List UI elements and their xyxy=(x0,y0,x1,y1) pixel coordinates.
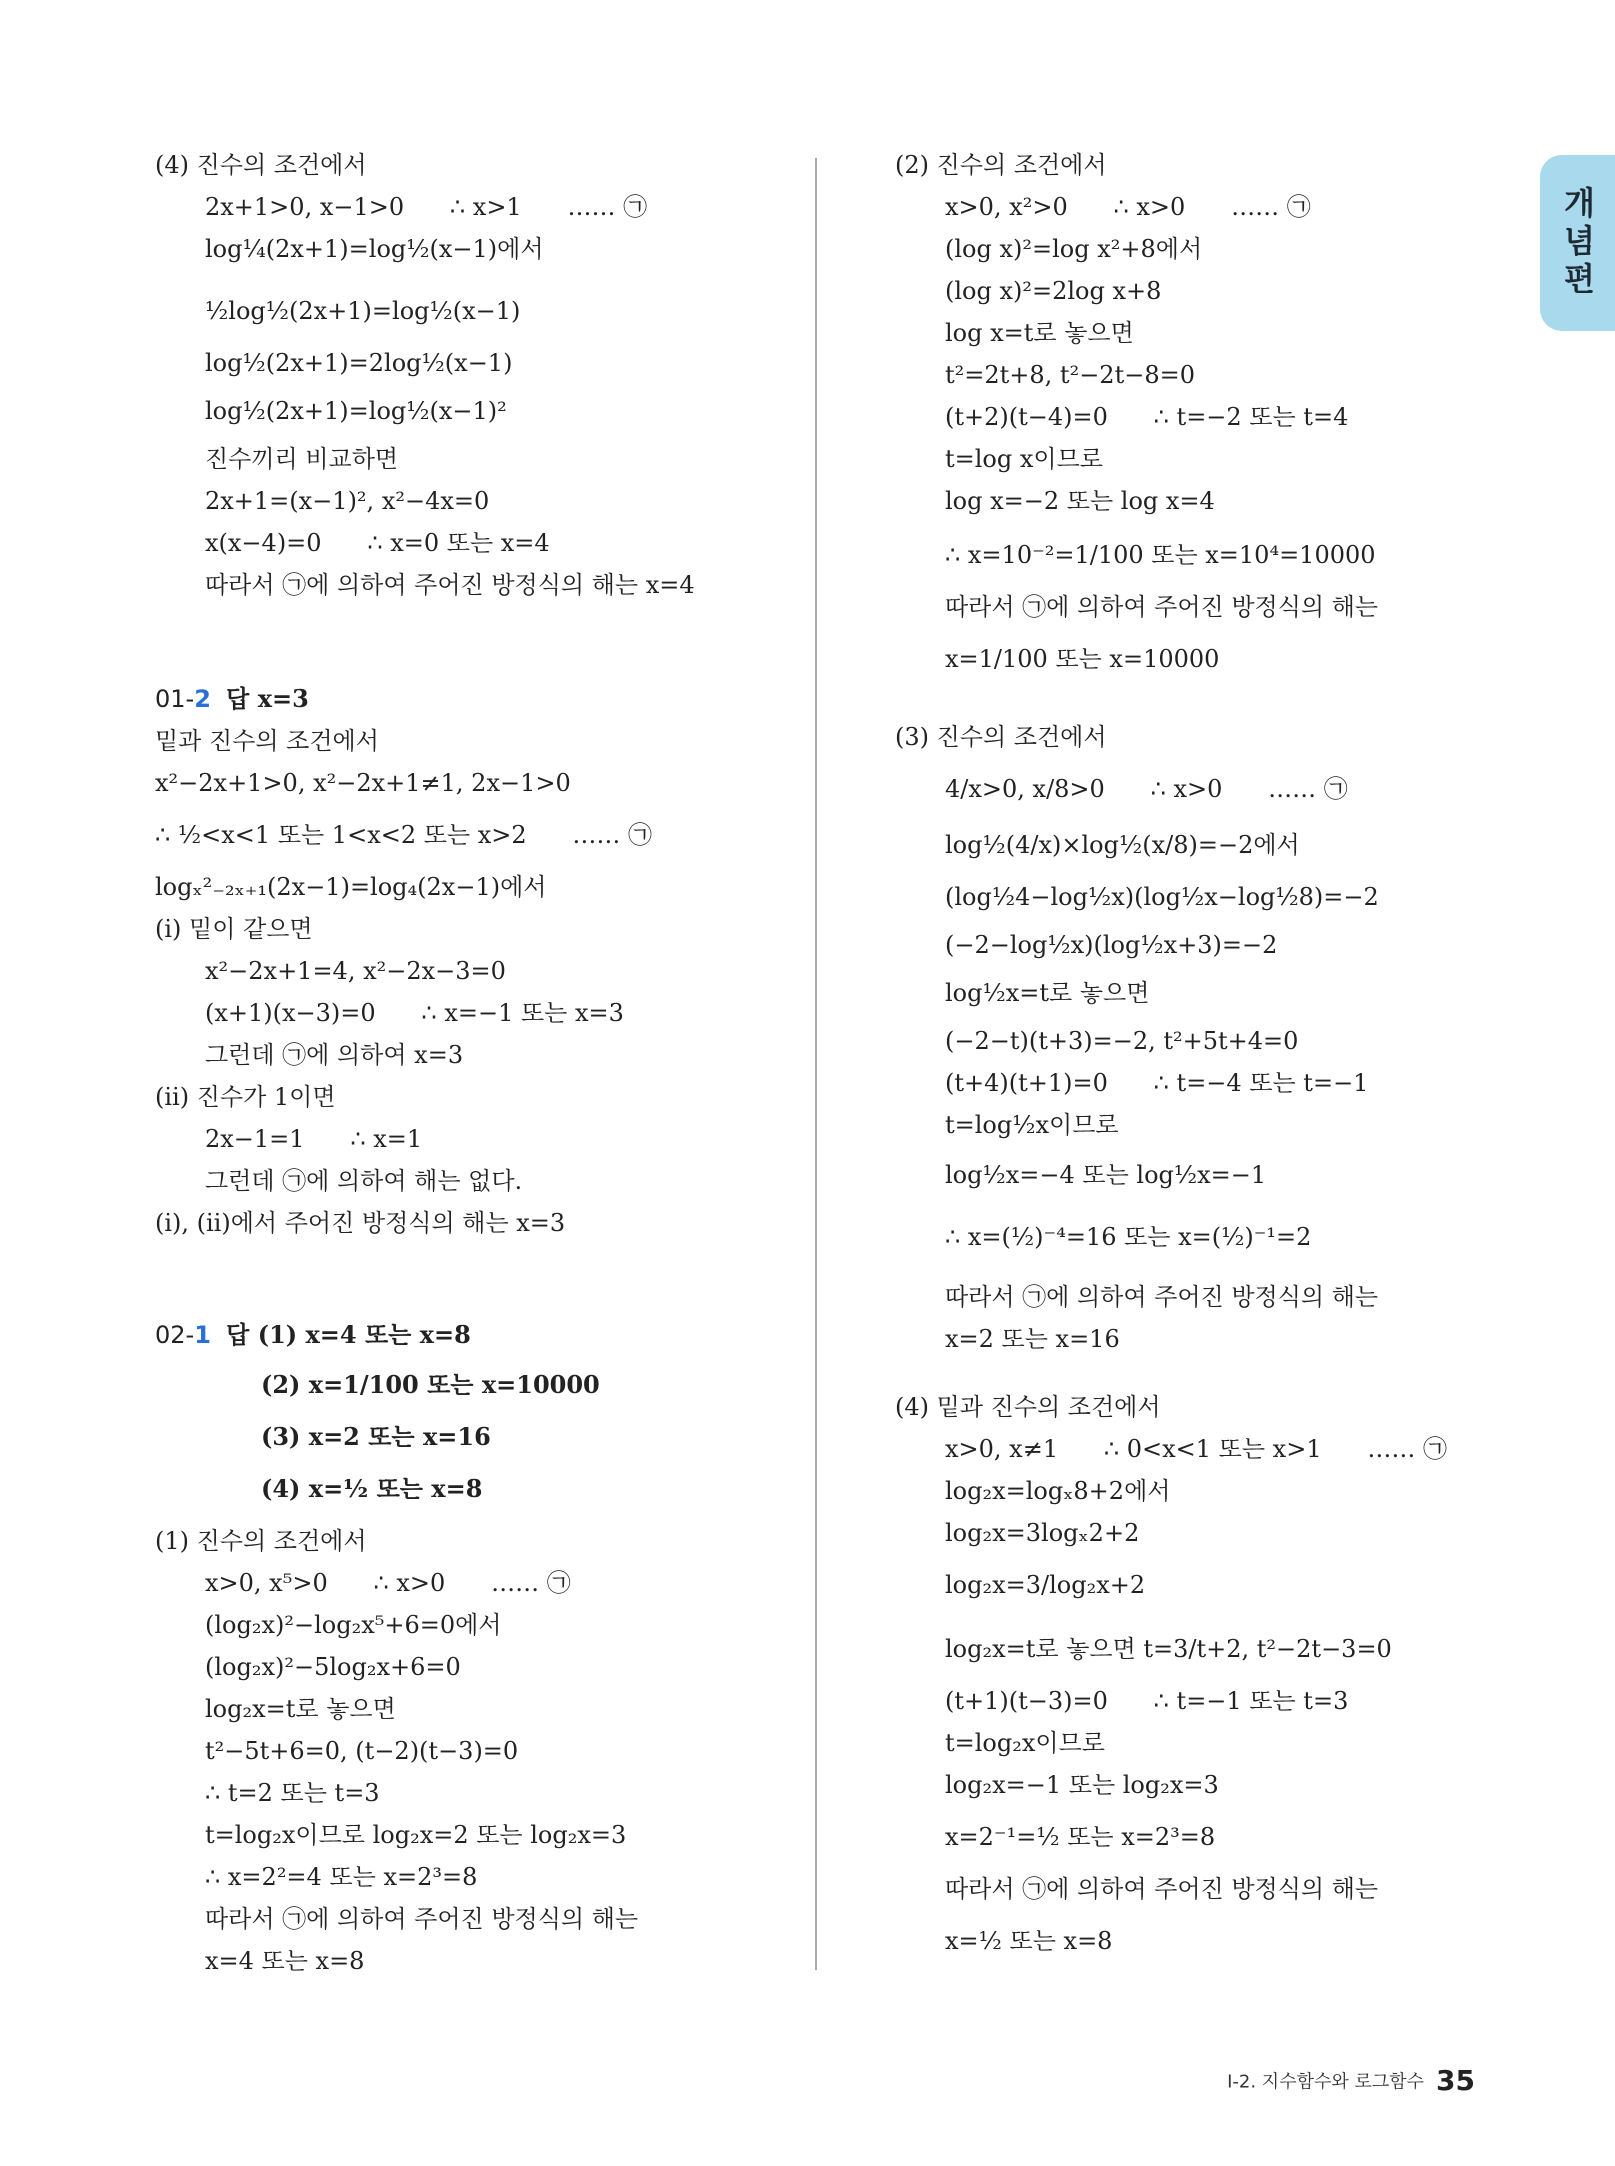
text-line: t=log½x이므로 xyxy=(945,1111,1119,1139)
text-line: ∴ x=(½)⁻⁴=16 또는 x=(½)⁻¹=2 xyxy=(945,1223,1312,1251)
answer-label: 답 x=3 xyxy=(226,684,309,713)
text-line: ½log½(2x+1)=log½(x−1) xyxy=(205,297,521,325)
text-line: ∴ x=2²=4 또는 x=2³=8 xyxy=(205,1863,478,1891)
chapter-label: Ⅰ-2. 지수함수와 로그함수 xyxy=(1227,2071,1425,2093)
text-line: logₓ²₋₂ₓ₊₁(2x−1)=log₄(2x−1)에서 xyxy=(155,873,547,901)
text-line: 2x−1=1 ∴ x=1 xyxy=(205,1125,423,1153)
text-line: (log x)²=log x²+8에서 xyxy=(945,235,1203,263)
text-line: (t+1)(t−3)=0 ∴ t=−1 또는 t=3 xyxy=(945,1687,1349,1715)
text-line: log₂x=3/log₂x+2 xyxy=(945,1571,1146,1599)
text-line: x=1/100 또는 x=10000 xyxy=(945,645,1220,673)
text-line: log½(2x+1)=2log½(x−1) xyxy=(205,349,513,377)
text-line: x=½ 또는 x=8 xyxy=(945,1927,1113,1955)
text-line: log x=t로 놓으면 xyxy=(945,319,1134,347)
text-line: t=log x이므로 xyxy=(945,445,1103,473)
problem-number-suffix: 2 xyxy=(194,685,211,713)
text-line: (−2−t)(t+3)=−2, t²+5t+4=0 xyxy=(945,1027,1299,1055)
text-line: 2x+1=(x−1)², x²−4x=0 xyxy=(205,487,490,515)
text-line: (ⅰ), (ⅱ)에서 주어진 방정식의 해는 x=3 xyxy=(155,1209,566,1237)
text-line: log₂x=3logₓ2+2 xyxy=(945,1519,1140,1547)
text-line: log½x=t로 놓으면 xyxy=(945,979,1150,1007)
text-line: (t+2)(t−4)=0 ∴ t=−2 또는 t=4 xyxy=(945,403,1349,431)
text-line: ∴ x=10⁻²=1/100 또는 x=10⁴=10000 xyxy=(945,541,1376,569)
problem-number-prefix: 02- xyxy=(155,1321,195,1349)
problem-number xyxy=(155,685,211,713)
text-line: (ⅱ) 진수가 1이면 xyxy=(155,1083,336,1111)
text-line: log₂x=−1 또는 log₂x=3 xyxy=(945,1771,1219,1799)
text-line: 밑과 진수의 조건에서 xyxy=(155,727,379,755)
problem-number xyxy=(155,1321,211,1349)
text-line: log x=−2 또는 log x=4 xyxy=(945,487,1215,515)
problem-number-suffix: 1 xyxy=(194,1321,211,1349)
text-line: log₂x=t로 놓으면 t=3/t+2, t²−2t−3=0 xyxy=(945,1635,1392,1663)
section-tab-label: 개념편 xyxy=(1558,186,1597,300)
text-line: 그런데 ㉠에 의하여 해는 없다. xyxy=(205,1167,523,1195)
text-line: (ⅰ) 밑이 같으면 xyxy=(155,915,313,943)
answer-line: (3) x=2 또는 x=16 xyxy=(261,1422,491,1451)
text-line: 4/x>0, x/8>0 ∴ x>0 …… ㉠ xyxy=(945,775,1348,803)
text-line: log¼(2x+1)=log½(x−1)에서 xyxy=(205,235,544,263)
text-line: (3) 진수의 조건에서 xyxy=(895,723,1107,751)
text-line: 진수끼리 비교하면 xyxy=(205,445,399,473)
text-line: x=2 또는 x=16 xyxy=(945,1325,1120,1353)
text-line: 따라서 ㉠에 의하여 주어진 방정식의 해는 x=4 xyxy=(205,571,695,599)
page-number: 35 xyxy=(1436,2064,1475,2097)
text-line: x(x−4)=0 ∴ x=0 또는 x=4 xyxy=(205,529,550,557)
text-line: t²=2t+8, t²−2t−8=0 xyxy=(945,361,1195,389)
text-line: (log₂x)²−log₂x⁵+6=0에서 xyxy=(205,1611,502,1639)
problem-number-prefix: 01- xyxy=(155,685,195,713)
problem-header-01-2 xyxy=(155,684,309,714)
text-line: x²−2x+1=4, x²−2x−3=0 xyxy=(205,957,506,985)
text-line: (2) 진수의 조건에서 xyxy=(895,151,1107,179)
problem-header-02-1 xyxy=(155,1320,471,1350)
text-line: log₂x=t로 놓으면 xyxy=(205,1695,396,1723)
text-line: t=log₂x이므로 log₂x=2 또는 log₂x=3 xyxy=(205,1821,627,1849)
text-line: (1) 진수의 조건에서 xyxy=(155,1527,367,1555)
section-tab xyxy=(1540,155,1615,331)
text-line: 따라서 ㉠에 의하여 주어진 방정식의 해는 xyxy=(945,1283,1379,1311)
text-line: x=4 또는 x=8 xyxy=(205,1947,365,1975)
answer-line: (2) x=1/100 또는 x=10000 xyxy=(261,1370,600,1399)
text-line: (4) 밑과 진수의 조건에서 xyxy=(895,1393,1161,1421)
answer-label: 답 (1) x=4 또는 x=8 xyxy=(226,1320,471,1349)
text-line: t=log₂x이므로 xyxy=(945,1729,1105,1757)
text-line: x²−2x+1>0, x²−2x+1≠1, 2x−1>0 xyxy=(155,769,571,797)
text-line: t²−5t+6=0, (t−2)(t−3)=0 xyxy=(205,1737,519,1765)
text-line: 그런데 ㉠에 의하여 x=3 xyxy=(205,1041,464,1069)
text-line: 따라서 ㉠에 의하여 주어진 방정식의 해는 xyxy=(945,593,1379,621)
text-line: 따라서 ㉠에 의하여 주어진 방정식의 해는 xyxy=(945,1875,1379,1903)
text-line: log½(4/x)×log½(x/8)=−2에서 xyxy=(945,831,1300,859)
text-line: 2x+1>0, x−1>0 ∴ x>1 …… ㉠ xyxy=(205,193,648,221)
text-line: x>0, x≠1 ∴ 0<x<1 또는 x>1 …… ㉠ xyxy=(945,1435,1447,1463)
text-line: x>0, x²>0 ∴ x>0 …… ㉠ xyxy=(945,193,1311,221)
text-line: (x+1)(x−3)=0 ∴ x=−1 또는 x=3 xyxy=(205,999,624,1027)
text-line: (4) 진수의 조건에서 xyxy=(155,151,367,179)
text-line: (log½4−log½x)(log½x−log½8)=−2 xyxy=(945,883,1379,911)
text-line: log½(2x+1)=log½(x−1)² xyxy=(205,397,507,425)
text-line: (t+4)(t+1)=0 ∴ t=−4 또는 t=−1 xyxy=(945,1069,1369,1097)
text-line: (log₂x)²−5log₂x+6=0 xyxy=(205,1653,461,1681)
text-line: (log x)²=2log x+8 xyxy=(945,277,1162,305)
text-line: ∴ ½<x<1 또는 1<x<2 또는 x>2 …… ㉠ xyxy=(155,821,653,849)
text-line: ∴ t=2 또는 t=3 xyxy=(205,1779,380,1807)
text-line: x=2⁻¹=½ 또는 x=2³=8 xyxy=(945,1823,1216,1851)
text-line: x>0, x⁵>0 ∴ x>0 …… ㉠ xyxy=(205,1569,571,1597)
text-line: log₂x=logₓ8+2에서 xyxy=(945,1477,1171,1505)
text-line: (−2−log½x)(log½x+3)=−2 xyxy=(945,931,1278,959)
answer-line: (4) x=½ 또는 x=8 xyxy=(261,1474,483,1503)
text-line: 따라서 ㉠에 의하여 주어진 방정식의 해는 xyxy=(205,1905,639,1933)
page-footer xyxy=(1217,2045,1475,2097)
column-divider xyxy=(815,158,817,1970)
text-line: log½x=−4 또는 log½x=−1 xyxy=(945,1161,1267,1189)
